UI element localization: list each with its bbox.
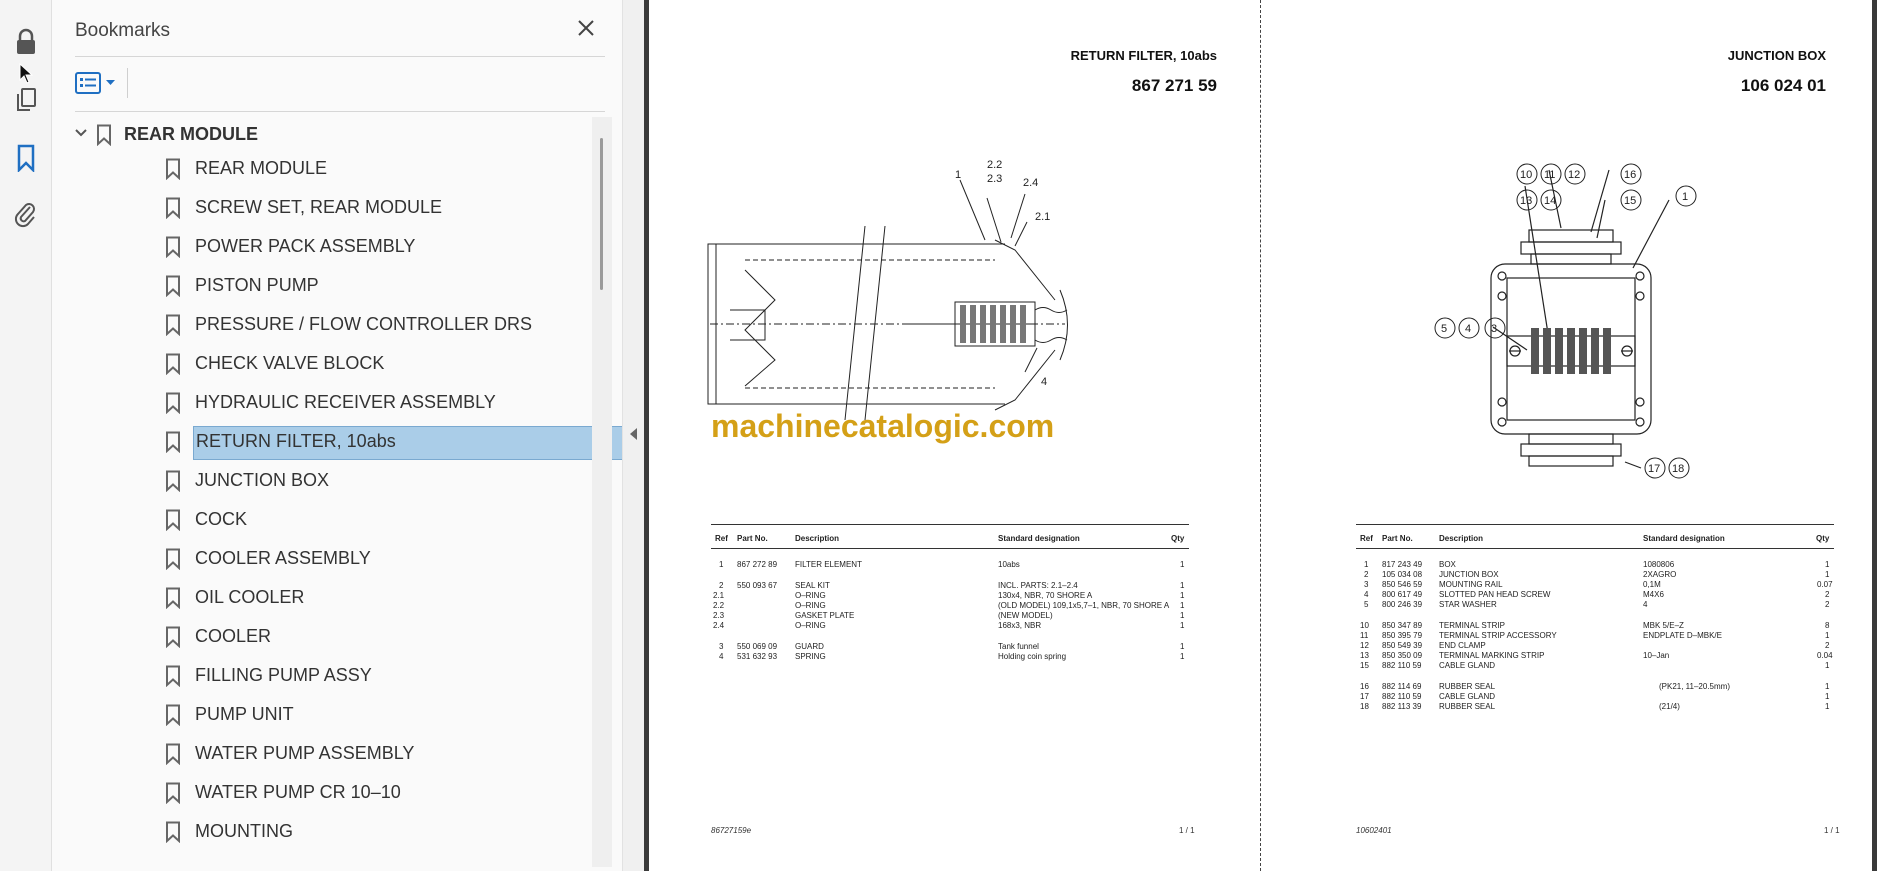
bookmark-item[interactable] [67, 190, 597, 225]
bookmark-label: SCREW SET, REAR MODULE [195, 197, 443, 217]
page-title: RETURN FILTER, 10abs [1070, 48, 1217, 63]
bookmark-icon [165, 704, 181, 726]
cell-ref: 2.1 [713, 591, 725, 600]
cell-ref: 5 [1364, 600, 1369, 609]
divider [127, 68, 128, 98]
cell-ref: 15 [1360, 661, 1369, 670]
callout-label: 3 [1491, 323, 1498, 335]
chevron-down-icon[interactable] [75, 129, 87, 137]
return-filter-drawing [705, 160, 1075, 420]
cell-ref: 3 [1364, 580, 1369, 589]
cell-desc: FILTER ELEMENT [795, 560, 862, 569]
col-header-qty: Qty [1816, 534, 1830, 543]
bookmark-item[interactable] [67, 463, 597, 498]
bookmark-label: REAR MODULE [124, 124, 258, 144]
callout-label: 2.1 [1035, 211, 1051, 223]
bookmark-icon [165, 821, 181, 843]
callout-label: 2.3 [987, 173, 1003, 185]
bookmark-icon [165, 782, 181, 804]
bookmark-item[interactable] [67, 346, 597, 381]
cell-qty: 1 [1180, 581, 1185, 590]
bookmark-item-selected[interactable] [67, 424, 597, 459]
cell-desc: GASKET PLATE [795, 611, 855, 620]
col-header-desc: Description [1439, 534, 1484, 543]
callout-label: 16 [1624, 169, 1637, 181]
callout-label: 1 [955, 169, 962, 181]
cell-ref: 2 [719, 581, 724, 590]
bookmark-item[interactable] [67, 814, 597, 849]
bookmark-label: COOLER ASSEMBLY [195, 548, 371, 568]
chevron-down-icon [106, 80, 115, 86]
cell-part: 882 110 59 [1382, 692, 1422, 701]
cell-part: 850 395 79 [1382, 631, 1423, 640]
bookmark-item[interactable] [67, 775, 597, 810]
page-part-number: 106 024 01 [1740, 76, 1826, 95]
cell-ref: 17 [1360, 692, 1369, 701]
list-icon [75, 72, 101, 94]
callout-label: 4 [1465, 323, 1472, 335]
cell-std: 10–Jan [1643, 651, 1670, 660]
bookmark-label: COCK [195, 509, 248, 529]
bookmark-item[interactable] [67, 580, 597, 615]
callout-label: 13 [1520, 195, 1533, 207]
bookmark-icon [165, 353, 181, 375]
cell-part: 550 093 67 [737, 581, 778, 590]
bookmark-icon [165, 392, 181, 414]
bookmark-icon [165, 314, 181, 336]
cell-std: INCL. PARTS: 2.1–2.4 [998, 581, 1078, 590]
bookmark-label: MOUNTING [195, 821, 293, 841]
col-header-ref: Ref [1360, 534, 1373, 543]
bookmark-icon [165, 587, 181, 609]
cell-qty: 1 [1825, 631, 1830, 640]
document-view[interactable] [649, 0, 1877, 871]
bookmark-icon [165, 431, 181, 453]
col-header-part: Part No. [1382, 534, 1413, 543]
cell-qty: 1 [1825, 570, 1830, 579]
bookmark-label: RETURN FILTER, 10abs [193, 426, 639, 460]
bookmark-parent-rear-module[interactable] [67, 117, 597, 152]
tool-rail [0, 0, 52, 871]
cell-qty: 1 [1180, 560, 1185, 569]
cell-desc: TERMINAL STRIP ACCESSORY [1439, 631, 1557, 640]
bookmark-icon [165, 548, 181, 570]
bookmark-item[interactable] [67, 658, 597, 693]
divider [75, 111, 605, 112]
cell-qty: 1 [1180, 642, 1185, 651]
bookmark-label: COOLER [195, 626, 272, 646]
bookmark-label: PISTON PUMP [195, 275, 319, 295]
bookmark-tree [67, 117, 607, 867]
callout-label: 5 [1441, 323, 1448, 335]
bookmark-label: FILLING PUMP ASSY [195, 665, 372, 685]
cell-part: 800 617 49 [1382, 590, 1423, 599]
cell-desc: STAR WASHER [1439, 600, 1497, 609]
cell-qty: 1 [1180, 621, 1185, 630]
cell-qty: 1 [1825, 692, 1830, 701]
scrollbar-thumb[interactable] [600, 138, 603, 290]
cell-std: (OLD MODEL) 109,1x5,7–1, NBR, 70 SHORE A [998, 601, 1170, 610]
cell-qty: 0.04 [1817, 651, 1833, 660]
bookmark-icon [165, 743, 181, 765]
divider [75, 56, 605, 57]
watermark-text: machinecatalogic.com [711, 408, 1055, 444]
col-header-std: Standard designation [1643, 534, 1725, 543]
cell-ref: 4 [719, 652, 724, 661]
bookmark-icon [96, 124, 112, 146]
col-header-qty: Qty [1171, 534, 1185, 543]
cell-desc: CABLE GLAND [1439, 661, 1496, 670]
cell-qty: 1 [1180, 601, 1185, 610]
cell-desc: SEAL KIT [795, 581, 830, 590]
close-icon[interactable] [572, 14, 600, 42]
cell-part: 800 246 39 [1382, 600, 1423, 609]
bookmark-item[interactable] [67, 307, 597, 342]
callout-label: 1 [1682, 191, 1689, 203]
cell-std: M4X6 [1643, 590, 1664, 599]
callout-label: 2.2 [987, 160, 1003, 171]
callout-label: 2.4 [1023, 177, 1039, 189]
bookmark-icon [165, 626, 181, 648]
cell-qty: 0.07 [1817, 580, 1833, 589]
cell-qty: 1 [1825, 682, 1830, 691]
cell-desc: SLOTTED PAN HEAD SCREW [1439, 590, 1551, 599]
cell-ref: 2.3 [713, 611, 725, 620]
cell-ref: 3 [719, 642, 724, 651]
cell-part: 882 110 59 [1382, 661, 1422, 670]
cell-qty: 1 [1825, 702, 1830, 711]
bookmark-icon [165, 509, 181, 531]
table-rule [711, 524, 1189, 525]
cell-desc: O–RING [795, 601, 826, 610]
cell-part: 867 272 89 [737, 560, 778, 569]
col-header-part: Part No. [737, 534, 768, 543]
lock-icon[interactable] [10, 26, 42, 58]
callout-label: 10 [1520, 169, 1533, 181]
table-rule [1356, 548, 1834, 549]
cell-desc: MOUNTING RAIL [1439, 580, 1503, 589]
cell-part: 550 069 09 [737, 642, 778, 651]
cell-ref: 2 [1364, 570, 1369, 579]
bookmark-item[interactable] [67, 541, 597, 576]
page-footer-code: 10602401 [1356, 826, 1392, 835]
cell-desc: TERMINAL MARKING STRIP [1439, 651, 1545, 660]
page-thumbnails-icon[interactable] [10, 84, 42, 116]
junction-box-drawing [1401, 150, 1721, 490]
bookmark-icon [165, 665, 181, 687]
cell-qty: 1 [1180, 591, 1185, 600]
bookmark-label: OIL COOLER [195, 587, 305, 607]
bookmark-item[interactable] [67, 268, 597, 303]
bookmark-label: WATER PUMP ASSEMBLY [195, 743, 415, 763]
document-edge [1872, 0, 1877, 871]
page-part-number: 867 271 59 [1131, 76, 1217, 95]
bookmark-label: CHECK VALVE BLOCK [195, 353, 385, 373]
bookmark-label: REAR MODULE [195, 158, 328, 178]
bookmark-icon [165, 158, 181, 180]
cell-ref: 18 [1360, 702, 1369, 711]
cell-qty: 1 [1825, 560, 1830, 569]
cell-ref: 10 [1360, 621, 1369, 630]
bookmark-icon[interactable] [10, 142, 42, 174]
cell-ref: 4 [1364, 590, 1369, 599]
cell-desc: O–RING [795, 621, 826, 630]
cell-part: 882 114 69 [1382, 682, 1422, 691]
attachment-icon[interactable] [10, 198, 42, 230]
cell-part: 850 546 59 [1382, 580, 1423, 589]
bookmark-label: POWER PACK ASSEMBLY [195, 236, 416, 256]
cell-ref: 2.4 [713, 621, 725, 630]
cell-desc: BOX [1439, 560, 1456, 569]
cell-std: 0,1M [1643, 580, 1661, 589]
cell-desc: GUARD [795, 642, 824, 651]
cell-std: MBK 5/E–Z [1643, 621, 1684, 630]
page-footer-number: 1 / 1 [1824, 826, 1840, 835]
bookmark-item[interactable] [67, 151, 597, 186]
cell-desc: RUBBER SEAL [1439, 682, 1496, 691]
table-rule [1356, 524, 1834, 525]
bookmark-icon [165, 275, 181, 297]
bookmark-item[interactable] [67, 736, 597, 771]
col-header-ref: Ref [715, 534, 728, 543]
page-footer-number: 1 / 1 [1179, 826, 1195, 835]
bookmark-item[interactable] [67, 697, 597, 732]
col-header-std: Standard designation [998, 534, 1080, 543]
bookmark-label: JUNCTION BOX [195, 470, 330, 490]
bookmark-icon [165, 236, 181, 258]
cell-part: 850 350 09 [1382, 651, 1423, 660]
callout-label: 15 [1624, 195, 1637, 207]
cell-qty: 1 [1825, 661, 1830, 670]
bookmarks-panel [52, 0, 622, 871]
cell-ref: 12 [1360, 641, 1369, 650]
callout-label: 14 [1544, 195, 1557, 207]
callout-label: 12 [1568, 169, 1581, 181]
cell-ref: 16 [1360, 682, 1369, 691]
cell-desc: CABLE GLAND [1439, 692, 1496, 701]
cell-desc: SPRING [795, 652, 826, 661]
page-return-filter [649, 0, 1261, 871]
cell-desc: RUBBER SEAL [1439, 702, 1496, 711]
bookmark-item[interactable] [67, 502, 597, 537]
cell-part: 850 549 39 [1382, 641, 1423, 650]
cell-std: (21/4) [1659, 702, 1680, 711]
bookmark-icon [165, 470, 181, 492]
bookmark-item[interactable] [67, 229, 597, 264]
cell-qty: 1 [1180, 652, 1185, 661]
callout-label: 4 [1041, 376, 1048, 388]
cell-ref: 13 [1360, 651, 1369, 660]
cell-std: 2XAGRO [1643, 570, 1677, 579]
cell-qty: 2 [1825, 600, 1830, 609]
cell-qty: 1 [1180, 611, 1185, 620]
cell-qty: 2 [1825, 641, 1830, 650]
bookmark-label: HYDRAULIC RECEIVER ASSEMBLY [195, 392, 496, 412]
callout-label: 17 [1648, 463, 1661, 475]
cell-std: ENDPLATE D–MBK/E [1643, 631, 1722, 640]
page-footer-code: 86727159e [711, 826, 752, 835]
bookmark-item[interactable] [67, 385, 597, 420]
cell-part: 531 632 93 [737, 652, 778, 661]
bookmark-item[interactable] [67, 619, 597, 654]
cell-part: 850 347 89 [1382, 621, 1423, 630]
cell-qty: 2 [1825, 590, 1830, 599]
bookmark-label: PUMP UNIT [195, 704, 294, 724]
cell-desc: TERMINAL STRIP [1439, 621, 1505, 630]
cell-std: 168x3, NBR [998, 621, 1042, 630]
bookmark-icon [165, 197, 181, 219]
bookmark-label: WATER PUMP CR 10–10 [195, 782, 401, 802]
panel-title: Bookmarks [75, 20, 171, 41]
cell-std: Tank funnel [998, 642, 1039, 651]
bookmark-label: PRESSURE / FLOW CONTROLLER DRS [195, 314, 533, 334]
cell-part: 105 034 08 [1382, 570, 1423, 579]
cell-std: (PK21, 11–20.5mm) [1659, 682, 1730, 691]
cell-std: Holding coin spring [998, 652, 1067, 661]
cell-ref: 2.2 [713, 601, 725, 610]
collapse-arrow-icon[interactable] [630, 428, 637, 440]
cell-std: 10abs [998, 560, 1020, 569]
cell-qty: 8 [1825, 621, 1830, 630]
cell-desc: O–RING [795, 591, 826, 600]
page-junction-box [1261, 0, 1872, 871]
cell-desc: JUNCTION BOX [1439, 570, 1499, 579]
cell-std: 4 [1643, 600, 1648, 609]
cell-ref: 1 [1364, 560, 1369, 569]
col-header-desc: Description [795, 534, 840, 543]
cell-std: (NEW MODEL) [998, 611, 1053, 620]
cell-part: 882 113 39 [1382, 702, 1422, 711]
cell-std: 1080806 [1643, 560, 1675, 569]
callout-label: 11 [1544, 169, 1556, 181]
cell-part: 817 243 49 [1382, 560, 1423, 569]
cell-ref: 11 [1360, 631, 1369, 640]
callout-label: 18 [1672, 463, 1685, 475]
cell-ref: 1 [719, 560, 724, 569]
cell-std: 130x4, NBR, 70 SHORE A [998, 591, 1093, 600]
page-title: JUNCTION BOX [1727, 48, 1826, 63]
table-rule [711, 548, 1189, 549]
cell-desc: END CLAMP [1439, 641, 1486, 650]
bookmark-options-button[interactable] [75, 68, 121, 98]
table-row [719, 560, 723, 569]
